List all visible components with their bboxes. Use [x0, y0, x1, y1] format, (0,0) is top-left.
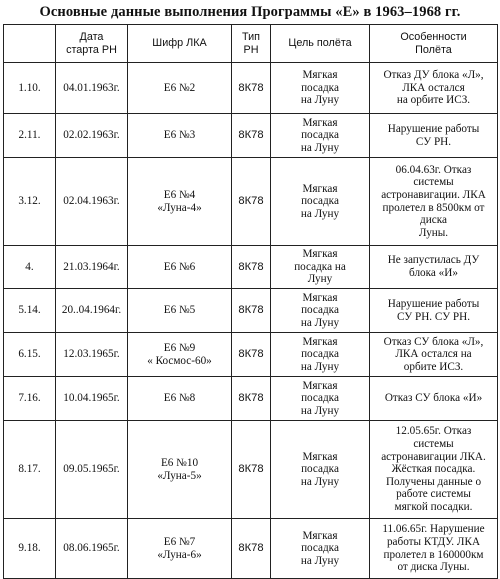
- row-launch-date: 10.04.1965г.: [56, 377, 128, 421]
- row-rocket-type: 8К78: [232, 377, 271, 421]
- row-flight-goal: Мягкая посадка на Луну: [271, 63, 370, 114]
- row-number: 9.18.: [4, 519, 56, 579]
- table-row: [4, 289, 498, 333]
- header-rocket-type: Тип РН: [232, 25, 271, 63]
- row-flight-notes: Нарушение работы СУ РН.: [370, 114, 498, 158]
- row-spacecraft-code: Е6 №9 « Космос-60»: [128, 333, 232, 377]
- row-spacecraft-code: Е6 №2: [128, 63, 232, 114]
- table-row: [4, 63, 498, 114]
- row-rocket-type: 8К78: [232, 63, 271, 114]
- row-spacecraft-code: Е6 №10 «Луна-5»: [128, 421, 232, 519]
- row-number: 1.10.: [4, 63, 56, 114]
- row-flight-goal: Мягкая посадка на Луну: [271, 377, 370, 421]
- row-flight-notes: 06.04.63г. Отказ системы астронавигации. ЛКА пролетел в 8500км от диска Луны.: [370, 158, 498, 246]
- row-flight-goal: Мягкая посадка на Луну: [271, 114, 370, 158]
- header-row: [4, 25, 498, 63]
- row-flight-goal: Мягкая посадка на Луну: [271, 246, 370, 289]
- row-flight-notes: Отказ СУ блока «Л», ЛКА остался на орбите ИСЗ.: [370, 333, 498, 377]
- table-title: Основные данные выполнения Программы «Е» в 1963–1968 гг.: [39, 4, 461, 20]
- row-launch-date: 02.02.1963г.: [56, 114, 128, 158]
- row-flight-goal: Мягкая посадка на Луну: [271, 333, 370, 377]
- row-rocket-type: 8К78: [232, 333, 271, 377]
- row-number: 5.14.: [4, 289, 56, 333]
- table-row: [4, 158, 498, 246]
- row-flight-goal: Мягкая посадка на Луну: [271, 519, 370, 579]
- row-rocket-type: 8К78: [232, 246, 271, 289]
- row-flight-notes: 12.05.65г. Отказ системы астронавигации ЛКА. Жёсткая посадка. Получены данные о работе системы мягкой посадки.: [370, 421, 498, 519]
- row-spacecraft-code: Е6 №8: [128, 377, 232, 421]
- table-row: [4, 333, 498, 377]
- row-launch-date: 12.03.1965г.: [56, 333, 128, 377]
- row-flight-notes: Нарушение работы СУ РН. СУ РН.: [370, 289, 498, 333]
- table-row: [4, 377, 498, 421]
- row-launch-date: 20..04.1964г.: [56, 289, 128, 333]
- header-spacecraft-code: Шифр ЛКА: [128, 25, 232, 63]
- row-rocket-type: 8К78: [232, 158, 271, 246]
- row-flight-notes: 11.06.65г. Нарушение работы КТДУ. ЛКА пролетел в 160000км от диска Луны.: [370, 519, 498, 579]
- row-launch-date: 08.06.1965г.: [56, 519, 128, 579]
- table-row: [4, 114, 498, 158]
- table-row: [4, 421, 498, 519]
- row-spacecraft-code: Е6 №3: [128, 114, 232, 158]
- row-rocket-type: 8К78: [232, 519, 271, 579]
- row-flight-goal: Мягкая посадка на Луну: [271, 158, 370, 246]
- row-number: 2.11.: [4, 114, 56, 158]
- header-number: [4, 25, 56, 63]
- row-launch-date: 04.01.1963г.: [56, 63, 128, 114]
- header-launch-date: Дата старта РН: [56, 25, 128, 63]
- row-flight-notes: Отказ СУ блока «И»: [370, 377, 498, 421]
- row-launch-date: 02.04.1963г.: [56, 158, 128, 246]
- row-number: 7.16.: [4, 377, 56, 421]
- row-number: 6.15.: [4, 333, 56, 377]
- row-number: 8.17.: [4, 421, 56, 519]
- row-spacecraft-code: Е6 №7 «Луна-6»: [128, 519, 232, 579]
- row-flight-notes: Отказ ДУ блока «Л», ЛКА остался на орбите ИСЗ.: [370, 63, 498, 114]
- row-flight-notes: Не запустилась ДУ блока «И»: [370, 246, 498, 289]
- row-flight-goal: Мягкая посадка на Луну: [271, 289, 370, 333]
- table-row: [4, 519, 498, 579]
- row-number: 4.: [4, 246, 56, 289]
- row-flight-goal: Мягкая посадка на Луну: [271, 421, 370, 519]
- header-flight-goal: Цель полёта: [271, 25, 370, 63]
- program-e-table: [3, 24, 498, 579]
- header-flight-notes: Особенности Полёта: [370, 25, 498, 63]
- row-spacecraft-code: Е6 №5: [128, 289, 232, 333]
- row-rocket-type: 8К78: [232, 421, 271, 519]
- row-rocket-type: 8К78: [232, 114, 271, 158]
- table-row: [4, 246, 498, 289]
- row-launch-date: 21.03.1964г.: [56, 246, 128, 289]
- row-rocket-type: 8К78: [232, 289, 271, 333]
- row-spacecraft-code: Е6 №4 «Луна-4»: [128, 158, 232, 246]
- row-spacecraft-code: Е6 №6: [128, 246, 232, 289]
- row-number: 3.12.: [4, 158, 56, 246]
- row-launch-date: 09.05.1965г.: [56, 421, 128, 519]
